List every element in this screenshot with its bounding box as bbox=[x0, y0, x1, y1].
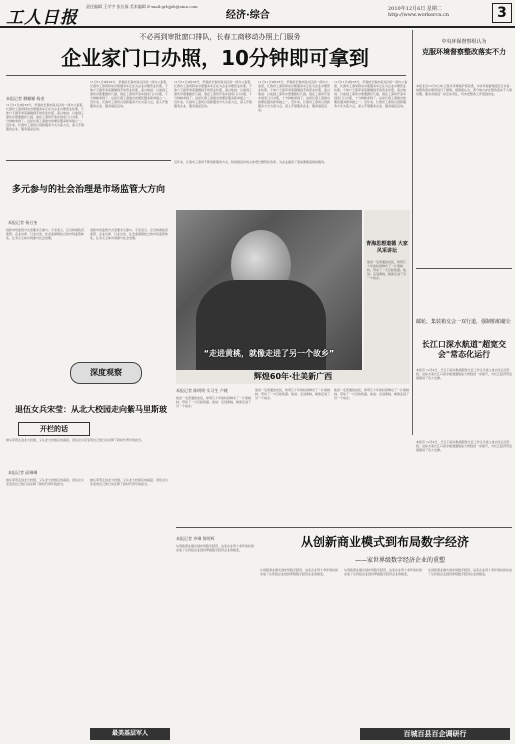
bottom-banner-left: 最美基层军人 bbox=[90, 728, 170, 740]
left-body-col1: 创新市场监管方式需要多元参与。专家表示，应当构建政府监管、企业自律、行业自治、社会监督相结合的市场监管体系，让多元主体共同参与社会治理。 bbox=[6, 228, 85, 240]
left-body-col2: 创新市场监管方式需要多元参与。专家表示，应当构建政府监管、企业自律、行业自治、社会监督相结合的市场监管体系，让多元主体共同参与社会治理。 bbox=[90, 228, 169, 240]
feature-body-col3: 从创新商业模式到布局数字经济，这家企业用十余年的时间完成了从传统企业到世界级数字经济企业的蜕变。 bbox=[344, 568, 423, 576]
sub-intro: 她从军营走进北大校园，又从北大校园走向基层。退伍女兵宋莹用自己的行动诠释了新时代青年的担当。 bbox=[6, 438, 145, 442]
feature-byline: 本报记者 齐琳 鲁明辉 bbox=[176, 536, 215, 541]
sidebar-body: 本报北京12月5日电 记者从环境保护部获悉，中央环保督察组近日对各地整改落实情况进行了督察。督察组认为，部分地方存在整改落实不力等问题，要求各地进一步压实责任，切实把整改工作落到实处。 bbox=[416, 84, 512, 96]
sub-kicker: 开栏的话 bbox=[18, 422, 90, 436]
sub-body-col1: 她从军营走进北大校园，又从北大校园走向基层。退伍女兵宋莹用自己的行动诠释了新时代青年的担当。 bbox=[6, 478, 85, 486]
feature-body-col1: 从创新商业模式到布局数字经济，这家企业用十余年的时间完成了从传统企业到世界级数字经济企业的蜕变。 bbox=[176, 544, 255, 552]
left-byline: 本报记者 杨召奎 bbox=[8, 220, 38, 225]
feature-headline: 从创新商业模式到布局数字经济 bbox=[300, 535, 469, 549]
photo-body-col1: 他是一名普通的农民，却用几十年的时间种出了一片黄桃林，带动了一方百姓致富。他说：走进黄桃，就像走进了另一个故乡。 bbox=[176, 396, 251, 408]
page-number: 3 bbox=[492, 3, 512, 23]
divider bbox=[176, 527, 512, 528]
sidebar-divider bbox=[412, 30, 413, 435]
lead-kicker: 不必再到审批窗口排队，长春工商移动办照上门服务 bbox=[139, 33, 301, 41]
photo-side-text: 他是一名普通的农民，却用几十年的时间种出了一片黄桃林，带动了一方百姓致富。他说：走进黄桃，就像走进了另一个故乡。 bbox=[367, 260, 407, 280]
feature-subhead: ——家世界级数字经济企业的重塑 bbox=[354, 557, 445, 564]
box-kicker: 邮轮、集装箱交会一双行道，强制船舶避让 bbox=[416, 319, 512, 325]
sub-headline: 退伍女兵宋莹：从北大校园走向紫马里斯玻 bbox=[15, 405, 167, 414]
sub-body-col2: 她从军营走进北大校园，又从北大校园走向基层。退伍女兵宋莹用自己的行动诠释了新时代青年的担当。 bbox=[90, 478, 169, 486]
sidebar-kicker: 中央环保督察组认为 bbox=[441, 39, 487, 45]
photo-body-col2: 他是一名普通的农民，却用几十年的时间种出了一片黄桃林，带动了一方百姓致富。他说：走进黄桃，就像走进了另一个故乡。 bbox=[255, 388, 330, 400]
feature-body-col2: 从创新商业模式到布局数字经济，这家企业用十余年的时间完成了从传统企业到世界级数字经济企业的蜕变。 bbox=[260, 568, 339, 576]
divider bbox=[416, 268, 512, 269]
lead-byline: 本报记者 柳姗姗 杨金 bbox=[6, 96, 45, 101]
sub-byline: 本报记者 邱琳琳 bbox=[8, 470, 38, 475]
feature-body-col4: 从创新商业模式到布局数字经济，这家企业用十余年的时间完成了从传统企业到世界级数字经济企业的蜕变。 bbox=[428, 568, 512, 576]
photo-body-col3: 他是一名普通的农民，却用几十年的时间种出了一片黄桃林，带动了一方百姓致富。他说：走进黄桃，就像走进了另一个故乡。 bbox=[334, 388, 410, 400]
lead-body-col1: 11月11日9时38分，早春的长春市南关区的一间办公室里，长春市工商局移动办照服务车正在为企业办理营业执照。个体户王振军拿着刚刚到手的营业执照，高兴地说：以前到工商所办照要跑好几趟，现在工商局开着车到家门口办照，十分钟就拿到了。这是长春工商推出的便民服务新举措之一。近年来，长春市工商局以创新服务方式为着力点，深入开展服务企业、服务基层活动。 bbox=[6, 103, 86, 131]
lead-body-col5: 11月11日9时38分，早春的长春市南关区的一间办公室里，长春市工商局移动办照服务车正在为企业办理营业执照。个体户王振军拿着刚刚到手的营业执照，高兴地说：以前到工商所办照要跑好几趟，现在工商局开着车到家门口办照，十分钟就拿到了。这是长春工商推出的便民服务新举措之一。近年来，长春市工商局以创新服务方式为着力点，深入开展服务企业、服务基层活动。 bbox=[334, 80, 408, 108]
sidebar-body-cont: 本报讯 12月4日，长江口深水航道超宽交会工作正式进入常态化运行阶段。这标志着长江口深水航道通航能力得到进一步提升，为长江经济带发展提供了有力支撑。 bbox=[416, 440, 512, 452]
newspaper-logo: 工人日报 bbox=[6, 8, 78, 28]
bottom-banner-right: 百城百县百企调研行 bbox=[360, 728, 510, 740]
middle-body: 近年来，长春市工商局不断创新服务方式，积极推进市场主体登记便利化改革，为企业提供了更加便捷高效的服务。 bbox=[174, 160, 328, 164]
date-website: 2010年12月6日 星期二 http://www.workercn.cn bbox=[388, 6, 450, 18]
box-body: 本报讯 12月4日，长江口深水航道超宽交会工作正式进入常态化运行阶段。这标志着长江口深水航道通航能力得到进一步提升，为长江经济带发展提供了有力支撑。 bbox=[416, 368, 512, 380]
column-banner-frame bbox=[70, 362, 142, 384]
lead-headline: 企业家门口办照，10分钟即可拿到 bbox=[61, 46, 369, 70]
sidebar-headline: 克服环境督察整改落实不力 bbox=[422, 48, 506, 56]
lead-body-col4: 11月11日9时38分，早春的长春市南关区的一间办公室里，长春市工商局移动办照服务车正在为企业办理营业执照。个体户王振军拿着刚刚到手的营业执照，高兴地说：以前到工商所办照要跑好几趟，现在工商局开着车到家门口办照，十分钟就拿到了。这是长春工商推出的便民服务新举措之一。近年来，长春市工商局以创新服务方式为着力点，深入开展服务企业、服务基层活动。 bbox=[258, 80, 330, 112]
section-title: 经济·综合 bbox=[226, 10, 270, 21]
box-headline: 长江口深水航道"超宽交会"常态化运行 bbox=[421, 340, 507, 359]
photo-quote: “走进黄桃，就像走进了另一个故乡” bbox=[203, 349, 335, 358]
left-headline: 多元参与的社会治理是市场监管大方向 bbox=[11, 185, 165, 195]
photo-byline: 本报记者 陈明明 实习生 卢桃 bbox=[176, 388, 228, 393]
divider bbox=[6, 160, 171, 161]
lead-body-col3: 11月11日9时38分，早春的长春市南关区的一间办公室里，长春市工商局移动办照服务车正在为企业办理营业执照。个体户王振军拿着刚刚到手的营业执照，高兴地说：以前到工商所办照要跑好几趟，现在工商局开着车到家门口办照，十分钟就拿到了。这是长春工商推出的便民服务新举措之一。近年来，长春市工商局以创新服务方式为着力点，深入开展服务企业、服务基层活动。 bbox=[174, 80, 254, 108]
lead-body-col2: 11月11日9时38分，早春的长春市南关区的一间办公室里，长春市工商局移动办照服务车正在为企业办理营业执照。个体户王振军拿着刚刚到手的营业执照，高兴地说：以前到工商所办照要跑好几趟，现在工商局开着车到家门口办照，十分钟就拿到了。这是长春工商推出的便民服务新举措之一。近年来，长春市工商局以创新服务方式为着力点，深入开展服务企业、服务基层活动。 bbox=[90, 80, 170, 108]
divider bbox=[6, 75, 406, 76]
editor-info: 责任编辑 王学宇 张长福 美术编辑 E-mail:grbjjzh@sina.com bbox=[86, 4, 198, 9]
photo-side-panel bbox=[364, 210, 410, 370]
feature-photo bbox=[176, 210, 362, 370]
column-banner: 深度观察 bbox=[90, 368, 122, 377]
photo-banner: 辉煌60年·壮美新广西 bbox=[176, 370, 410, 384]
photo-side-label: 青海思想道德 大家风采讲坛 bbox=[366, 241, 408, 254]
